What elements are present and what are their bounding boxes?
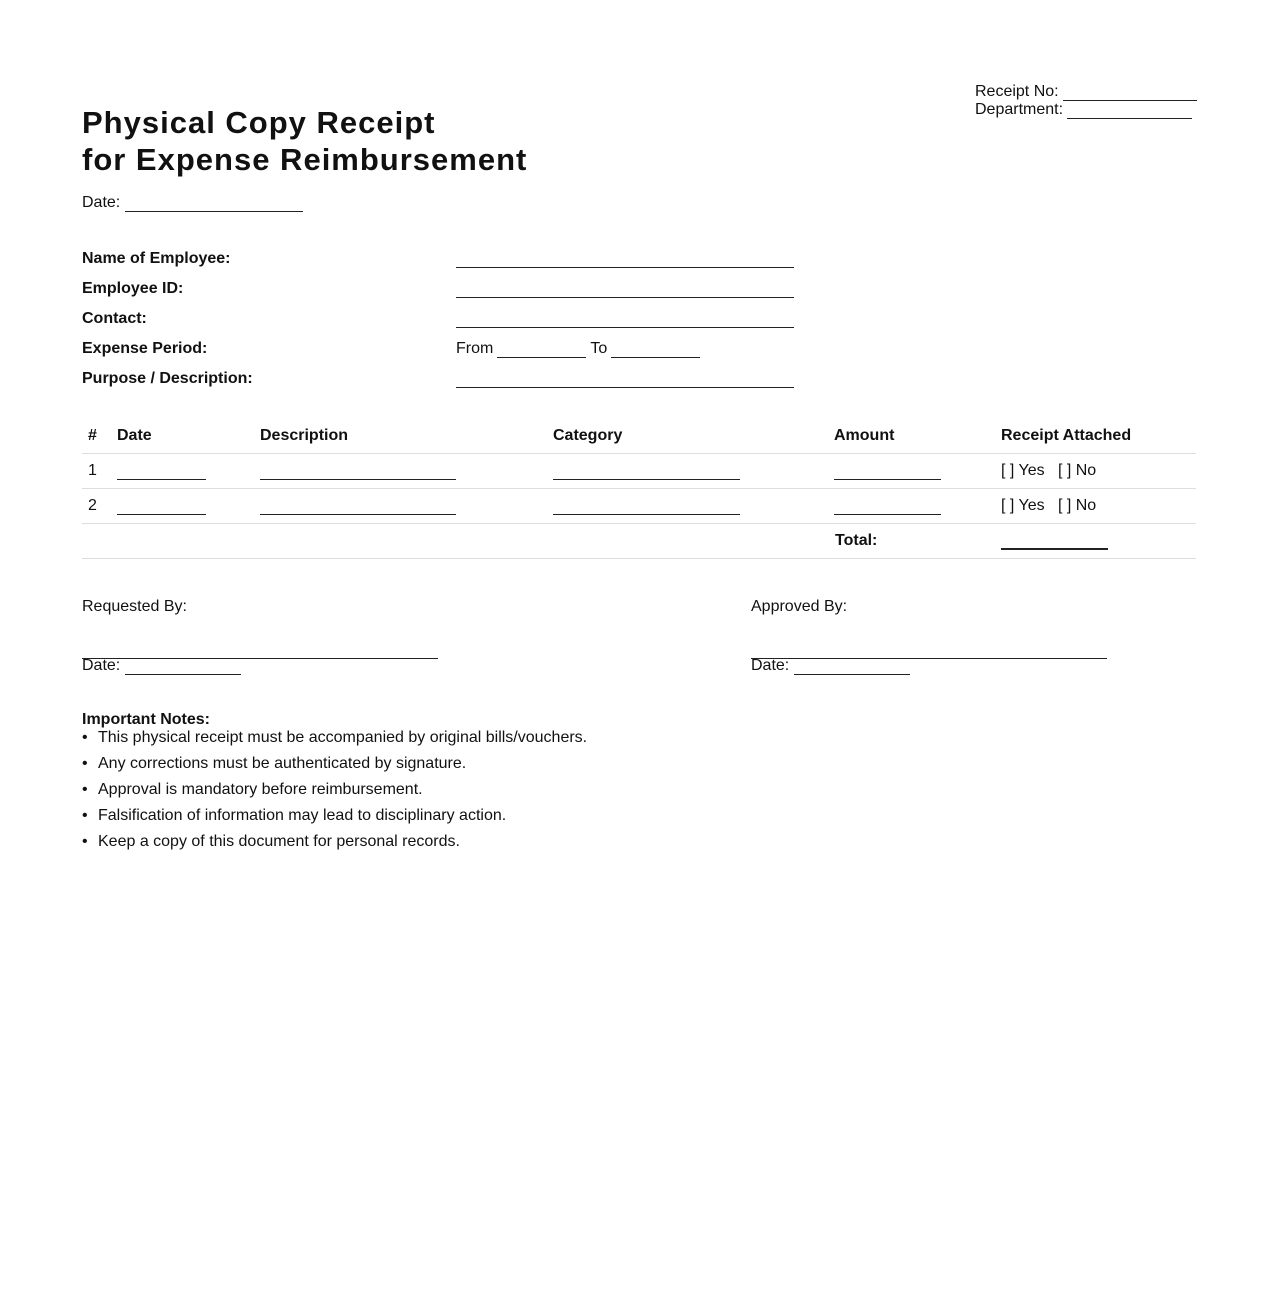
purpose-label: Purpose / Description: <box>82 370 253 387</box>
purpose-field[interactable] <box>456 386 794 388</box>
list-item: • Approval is mandatory before reimbursement. <box>82 781 423 798</box>
col-date: Date <box>117 418 260 454</box>
row-number: 2 <box>82 489 117 524</box>
period-from-field[interactable] <box>497 343 586 358</box>
document-date <box>82 194 303 212</box>
total-row <box>82 524 1196 559</box>
list-item: • This physical receipt must be accompanied by original bills/vouchers. <box>82 729 588 746</box>
approved-by-label: Approved By: <box>751 598 848 615</box>
list-item: • Any corrections must be authenticated by signature. <box>82 755 467 772</box>
notes-title: Important Notes: <box>82 711 210 728</box>
receipt-no-label: Receipt No: <box>975 83 1059 100</box>
notes-list <box>82 729 588 859</box>
row-date-field[interactable] <box>117 463 206 480</box>
date-field[interactable] <box>125 197 303 212</box>
receipt-meta <box>975 83 1197 119</box>
receipt-yes-checkbox[interactable]: [ ] Yes <box>1001 462 1045 479</box>
row-description-field[interactable] <box>260 498 456 515</box>
bullet-icon: • <box>82 833 88 850</box>
period-to-label: To <box>590 340 608 357</box>
contact-label: Contact: <box>82 310 147 327</box>
employee-id-field[interactable] <box>456 296 794 298</box>
row-amount-field[interactable] <box>834 498 941 515</box>
table-row <box>82 489 1196 524</box>
col-description: Description <box>260 418 553 454</box>
contact-field[interactable] <box>456 326 794 328</box>
row-category-field[interactable] <box>553 463 740 480</box>
employee-id-label: Employee ID: <box>82 280 184 297</box>
receipt-no-checkbox[interactable]: [ ] No <box>1057 462 1097 479</box>
approved-date-field[interactable] <box>794 660 910 675</box>
requested-date-field[interactable] <box>125 660 241 675</box>
col-category: Category <box>553 418 834 454</box>
list-item: • Falsification of information may lead to disciplinary action. <box>82 807 507 824</box>
bullet-icon: • <box>82 781 88 798</box>
expense-period-label: Expense Period: <box>82 340 208 357</box>
department-row <box>975 101 1197 119</box>
col-amount: Amount <box>834 418 1001 454</box>
col-num: # <box>82 418 117 454</box>
total-label: Total: <box>834 524 1001 559</box>
page-title <box>82 104 527 178</box>
col-receipt-attached: Receipt Attached <box>1001 418 1196 454</box>
approved-date-label: Date: <box>751 657 790 674</box>
title-line-2: for Expense Reimbursement <box>82 142 528 177</box>
table-header-row <box>82 418 1196 454</box>
period-to-field[interactable] <box>611 343 700 358</box>
requested-by-label: Requested By: <box>82 598 187 615</box>
department-field[interactable] <box>1067 104 1192 119</box>
bullet-icon: • <box>82 755 88 772</box>
bullet-icon: • <box>82 729 88 746</box>
department-label: Department: <box>975 101 1064 118</box>
receipt-no-checkbox[interactable]: [ ] No <box>1057 497 1097 514</box>
list-item: • Keep a copy of this document for personal records. <box>82 833 460 850</box>
table-row <box>82 454 1196 489</box>
title-line-1: Physical Copy Receipt <box>82 105 436 140</box>
row-category-field[interactable] <box>553 498 740 515</box>
employee-name-label: Name of Employee: <box>82 250 231 267</box>
row-amount-field[interactable] <box>834 463 941 480</box>
bullet-icon: • <box>82 807 88 824</box>
date-label: Date: <box>82 194 121 211</box>
expense-table <box>82 418 1196 559</box>
employee-name-field[interactable] <box>456 266 794 268</box>
requested-by-date <box>82 657 241 675</box>
approved-by-date <box>751 657 910 675</box>
receipt-yes-checkbox[interactable]: [ ] Yes <box>1001 497 1045 514</box>
row-number: 1 <box>82 454 117 489</box>
row-date-field[interactable] <box>117 498 206 515</box>
expense-period <box>456 340 704 358</box>
receipt-no-row <box>975 83 1197 101</box>
period-from-label: From <box>456 340 494 357</box>
requested-date-label: Date: <box>82 657 121 674</box>
row-description-field[interactable] <box>260 463 456 480</box>
total-field[interactable] <box>1001 532 1108 550</box>
receipt-no-field[interactable] <box>1063 86 1197 101</box>
